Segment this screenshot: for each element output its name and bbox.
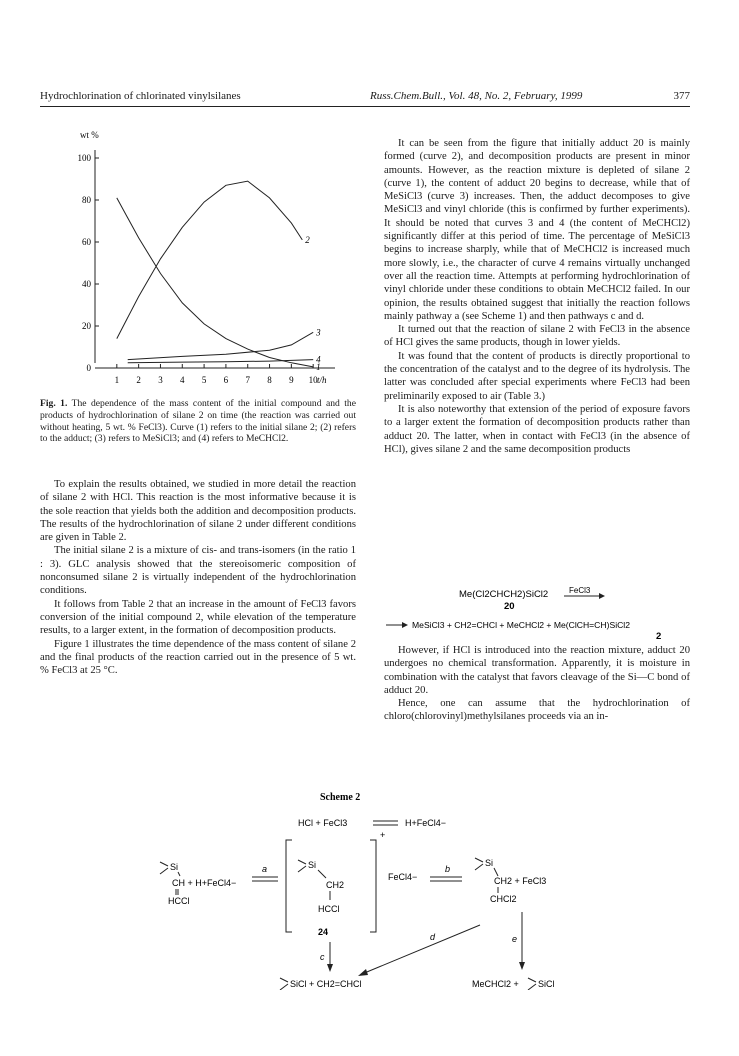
scheme-title: Scheme 2 [320, 792, 361, 803]
y-tick-label: 20 [82, 321, 91, 331]
left-paragraph: Figure 1 illustrates the time dependence of the mass content of silane 2 and the final products of the reaction carried out in the presence of 5 wt. % FeCl3 at 25 °C. [40, 638, 356, 677]
bracket-plus: + [380, 830, 386, 840]
scheme-right-b: CHCl2 [490, 894, 517, 904]
x-ticks [114, 361, 321, 385]
label-b: b [445, 864, 451, 874]
curve-2 [117, 181, 302, 339]
x-tick-label: 9 [289, 375, 294, 385]
y-tick-label: 0 [86, 363, 91, 373]
scheme-bottom-right: MeCHCl2 + [472, 979, 519, 989]
caption-text: The dependence of the mass content of the initial compound and the products of hydrochlorination of silane 2 on time (the reaction was carried out without heating, 5 wt. % FeCl3). Curve (1) refers to the initial silane 2; (2) refers to the adduct; (3) refers to MeSiCl3; and (4) refers to MeCHCl2. [40, 398, 356, 445]
bracket-hccl: HCCl [318, 904, 340, 914]
label-c: c [320, 952, 325, 962]
y-tick-label: 80 [82, 195, 91, 205]
page-number: 377 [673, 90, 690, 102]
right-column-continued [384, 644, 690, 724]
x-tick-label: 5 [201, 375, 207, 385]
scheme-left-a: CH + H+FeCl4− [172, 878, 237, 888]
figure-caption [40, 398, 356, 445]
scheme-fecl4: FeCl4− [388, 872, 418, 882]
x-tick-label: 2 [136, 375, 141, 385]
right-paragraph: Hence, one can assume that the hydrochlorination of chloro(chlorovinyl)methylsilanes proceeds via an in- [384, 698, 690, 723]
curve-3 [128, 332, 314, 359]
label-e: e [512, 934, 518, 944]
x-tick-label: 3 [158, 375, 163, 385]
right-paragraph: It is also noteworthy that extension of the period of exposure favors to a larger extent the formation of decomposition products rather than adduct 20. The latter, when in contact with FeCl3 (in the absence of HCl), gives silane 2 and the same decomposition products [384, 403, 690, 455]
eq-catalyst: FeCl3 [569, 586, 591, 595]
bracket-ch2: CH2 [326, 880, 345, 890]
curve-label-4: 4 [316, 354, 321, 365]
figure-1-chart [40, 128, 340, 393]
x-tick-label: 6 [223, 375, 229, 385]
eq-reactant-number: 20 [504, 601, 515, 612]
eq-reactant: Me(Cl2CHCH2)SiCl2 [459, 589, 549, 600]
si-bracket: Si [308, 860, 317, 870]
left-paragraph: It follows from Table 2 that an increase in the amount of FeCl3 favors conversion of the initial compound 2, while elevation of the temperature results, to a larger extent, in the formation of decomposition products. [40, 598, 356, 637]
label-a: a [262, 864, 268, 874]
right-paragraph: It can be seen from the figure that initially adduct 20 is mainly formed (curve 2), and decomposition products are present in minor amounts. However, as the reaction mixture is depleted of silane 2 (curve 1), the content of adduct 20 begins to decrease, while that of MeSiCl3 (curve 3) increases. Then, the adduct decomposes to give MeSiCl3 and vinyl chloride (this is confirmed by further experiments). It should be noted that curves 3 and 4 (the content of MeCHCl2) significantly differ at this period of time. The percentage of MeSiCl3 begins to increase sharply, while that of MeCHCl2 is increased much more slowly, i.e., the character of curve 4 remains virtually unchanged over all the reaction time. Attempts at performing hydrochlorination of vinyl chloride under these conditions to obtain MeCHCl2 failed. In our opinion, the results obtained suggest that initially the reaction follows mainly pathway a (see Scheme 1) and then pathways c and d. [384, 138, 690, 322]
header-journal: Russ.Chem.Bull., Vol. 48, No. 2, February, 1999 [370, 90, 583, 102]
x-axis-label: t/h [317, 375, 327, 385]
eq-product-number: 2 [656, 631, 662, 642]
header-title: Hydrochlorination of chlorinated vinylsilanes [40, 90, 241, 102]
curve-label-1: 1 [316, 361, 321, 372]
running-header [40, 90, 690, 107]
x-tick-label: 7 [245, 375, 250, 385]
scheme-top-left: HCl + FeCl3 [298, 818, 348, 828]
curve-label-3: 3 [316, 327, 321, 338]
caption-label: Fig. 1. [40, 398, 68, 409]
x-tick-label: 4 [180, 375, 185, 385]
scheme-left-b: HCCl [168, 896, 190, 906]
si-left: Si [170, 862, 179, 872]
left-paragraph: To explain the results obtained, we studied in more detail the reaction of silane 2 with HCl. This reaction is the most informative because it is the sole reaction that yields both the addition and decomposition products. The results of the hydrochlorination of silane 2 under different conditions are given in Table 2. [40, 479, 356, 544]
scheme-2 [130, 790, 630, 990]
x-tick-label: 8 [267, 375, 272, 385]
y-tick-label: 60 [82, 237, 91, 247]
left-paragraph: The initial silane 2 is a mixture of cis- and trans-isomers (in the ratio 1 : 3). GLC analysis showed that the stereoisomeric composition of nonconsumed silane 2 is virtually independent of the hydrochlorination conditions. [40, 545, 356, 597]
scheme-right-a: CH2 + FeCl3 [494, 876, 547, 886]
scheme-bottom-right-si: SiCl [538, 979, 555, 989]
eq-products: MeSiCl3 + CH2=CHCl + MeCHCl2 + Me(ClCH=CH)SiCl2 [412, 620, 630, 630]
scheme-bottom-left: SiCl + CH2=CHCl [290, 979, 362, 989]
curves [117, 181, 313, 367]
left-column [40, 478, 356, 677]
intermediate-number: 24 [318, 927, 329, 937]
x-tick-label: 10 [308, 375, 318, 385]
y-tick-label: 40 [82, 279, 91, 289]
y-axis-label: wt % [80, 130, 99, 140]
si-right: Si [485, 858, 494, 868]
y-ticks [78, 153, 100, 373]
right-column [384, 137, 690, 456]
right-paragraph: It turned out that the reaction of silane 2 with FeCl3 in the absence of HCl gives the same products, though in lower yields. [384, 324, 690, 349]
x-tick-label: 1 [114, 375, 120, 385]
curve-labels [305, 235, 321, 372]
right-paragraph: It was found that the content of products is directly proportional to the concentration of the catalyst and to the degree of its hydrolysis. The latter was concluded after special experiments where FeCl3 had been preliminarily exposed to air (Table 3.) [384, 350, 690, 402]
label-d: d [430, 932, 436, 942]
scheme-top-right: H+FeCl4− [405, 818, 447, 828]
y-tick-label: 100 [77, 153, 91, 163]
right-paragraph: However, if HCl is introduced into the reaction mixture, adduct 20 undergoes no chemical transformation. Apparently, it is moisture in combination with the catalyst that favors cleavage of the Si—C bond of adduct 20. [384, 645, 690, 696]
curve-label-2: 2 [305, 234, 310, 245]
